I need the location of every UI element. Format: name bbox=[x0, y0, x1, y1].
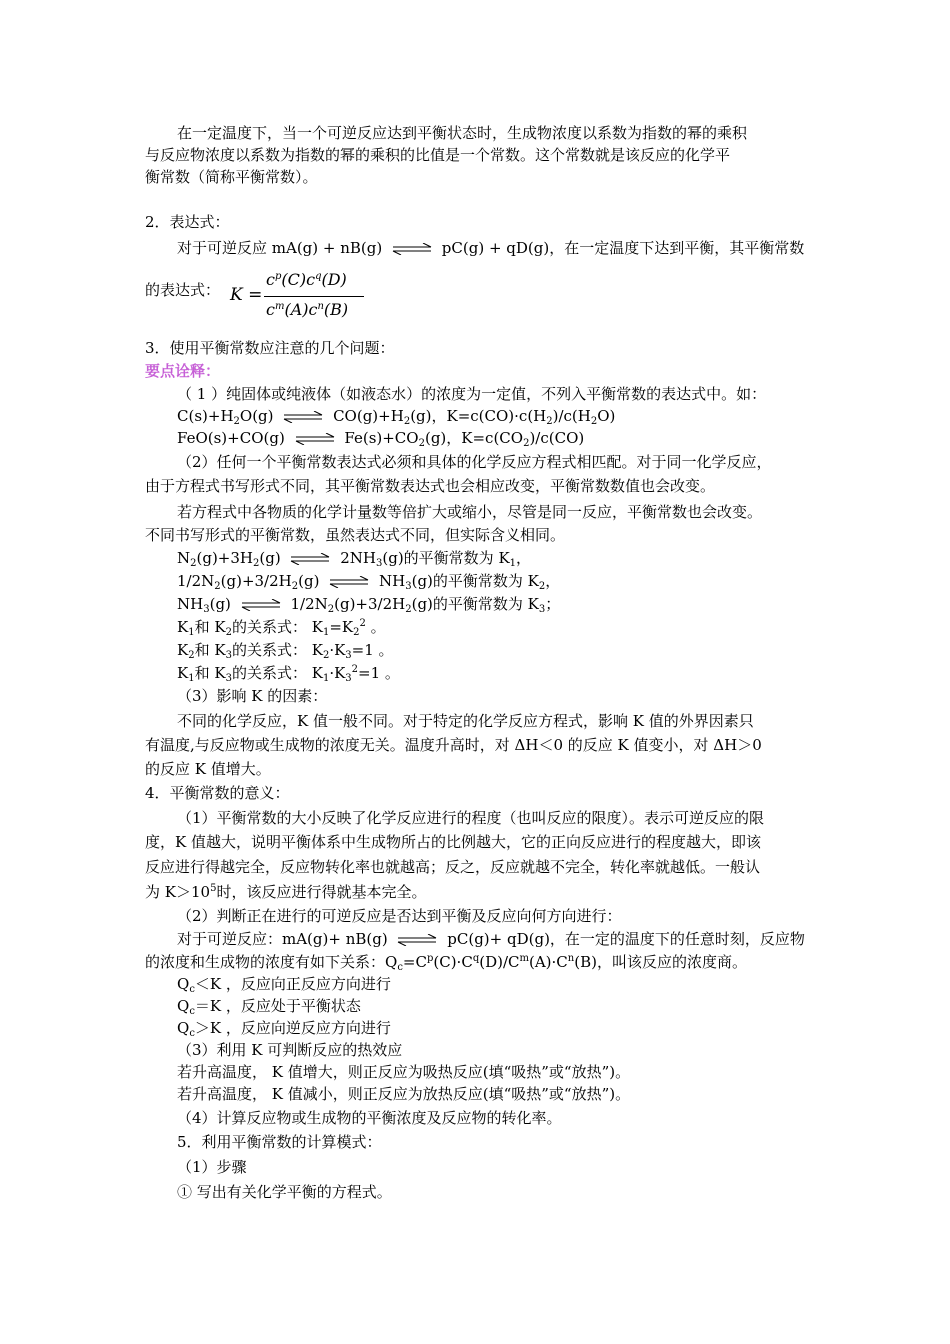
equilibrium-arrows-icon bbox=[389, 243, 435, 255]
s4-para-2: （2）判断正在进行的可逆反应是否达到平衡及反应向何方向进行： bbox=[177, 907, 622, 925]
s4-para-1-line-2: 度，K 值越大，说明平衡体系中生成物所占的比例越大，它的正向反应进行的程度越大，即该 bbox=[145, 833, 761, 851]
s3-para-5-line-3: 的反应 K 值增大。 bbox=[145, 760, 271, 778]
equilibrium-arrows-icon bbox=[280, 411, 326, 423]
relation-k2-k3: $K_2$和 $K_3$的关系式： $K_2\cdot K_3=1$ 。 bbox=[177, 641, 394, 661]
equilibrium-arrows-icon bbox=[394, 934, 440, 946]
qc-equals-k: $Q_c=K$ ，反应处于平衡状态 bbox=[177, 997, 361, 1017]
s5-para-1: （1）步骤 bbox=[177, 1158, 247, 1176]
s2-line-1: 对于可逆反应 mA(g) + nB(g) pC(g) + qD(g)，在一定温度下达到平衡，其平衡常数 bbox=[177, 239, 805, 257]
equilibrium-arrows-icon bbox=[326, 576, 372, 588]
s3-para-5-line-1: 不同的化学反应，K 值一般不同。对于特定的化学反应方程式，影响 K 值的外界因素只 bbox=[177, 712, 754, 730]
s3-para-3-line-1: 若方程式中各物质的化学计量数等倍扩大或缩小，尽管是同一反应，平衡常数也会改变。 bbox=[177, 503, 763, 521]
equilibrium-arrows-icon bbox=[287, 553, 333, 565]
intro-line-3: 衡常数（简称平衡常数）。 bbox=[145, 168, 318, 186]
formula-numerator: $c^p(C)c^q(D)$ bbox=[266, 270, 347, 289]
s4-para-1-line-1: （1）平衡常数的大小反映了化学反应进行的程度（也叫反应的限度）。表示可逆反应的限 bbox=[177, 809, 765, 827]
section-3-heading: 3．使用平衡常数应注意的几个问题： bbox=[145, 339, 395, 357]
equation-2: FeO(s)+CO(g) $Fe(s)+CO_2(g)$，$K=c(CO_2)/c(CO)$ bbox=[177, 429, 585, 449]
s4-para-8: （4）计算反应物或生成物的平衡浓度及反应物的转化率。 bbox=[177, 1109, 562, 1127]
key-points-label: 要点诠释： bbox=[145, 362, 221, 380]
equation-1: $C(s)+H_2O(g)$ $CO(g)+H_2(g)$，$K=c(CO)\cdot c(H_2)/c(H_2O)$ bbox=[177, 407, 616, 427]
s3-para-3-line-2: 不同书写形式的平衡常数，虽然表达式不同，但实际含义相同。 bbox=[145, 526, 566, 544]
s3-para-1: （ 1 ）纯固体或纯液体（如液态水）的浓度为一定值，不列入平衡常数的表达式中。如： bbox=[177, 385, 767, 403]
reaction-k1: $N_2(g)+3H_2(g)$ $2NH_3(g)$的平衡常数为 $K_1$， bbox=[177, 549, 532, 569]
equilibrium-constant-formula: K = $c^p(C)c^q(D)$ $c^m(A)c^n(B)$ bbox=[230, 268, 370, 324]
equilibrium-arrows-icon bbox=[238, 599, 284, 611]
relation-k1-k2: $K_1$和 $K_2$的关系式： $K_1=K_2^2$ 。 bbox=[177, 618, 386, 638]
s3-para-4: （3）影响 K 的因素： bbox=[177, 687, 328, 705]
intro-line-1: 在一定温度下，当一个可逆反应达到平衡状态时，生成物浓度以系数为指数的幂的乘积 bbox=[177, 124, 748, 142]
s3-para-2-line-2: 由于方程式书写形式不同，其平衡常数表达式也会相应改变，平衡常数数值也会改变。 bbox=[145, 477, 716, 495]
s4-para-5: （3）利用 K 可判断反应的热效应 bbox=[177, 1041, 403, 1059]
s5-para-2: ① 写出有关化学平衡的方程式。 bbox=[177, 1183, 392, 1201]
s4-para-3-line-1: 对于可逆反应：mA(g)+ nB(g) pC(g)+ qD(g)，在一定的温度下的任意时刻，反应物 bbox=[177, 930, 805, 948]
s2-line-2: 的表达式： bbox=[145, 281, 221, 299]
section-4-heading: 4．平衡常数的意义： bbox=[145, 784, 290, 802]
qc-less-than-k: $Q_c<K$ ，反应向正反应方向进行 bbox=[177, 975, 391, 995]
s3-para-2-line-1: （2）任何一个平衡常数表达式必须和具体的化学反应方程式相匹配。对于同一化学反应， bbox=[177, 453, 772, 471]
qc-greater-than-k: $Q_c>K$ ，反应向逆反应方向进行 bbox=[177, 1019, 391, 1039]
reaction-k2: $1/2N_2(g)+3/2H_2(g)$ $NH_3(g)$的平衡常数为 $K_2$， bbox=[177, 572, 561, 592]
s4-para-1-line-4: 为 $K>10^5$时，该反应进行得就基本完全。 bbox=[145, 883, 427, 901]
fraction-bar bbox=[264, 296, 364, 297]
equilibrium-arrows-icon bbox=[292, 433, 338, 445]
reaction-k3: $NH_3(g)$ $1/2N_2(g)+3/2H_2(g)$的平衡常数为 $K_3$； bbox=[177, 595, 561, 615]
s4-para-1-line-3: 反应进行得越完全，反应物转化率也就越高；反之，反应就越不完全，转化率就越低。一般认 bbox=[145, 858, 761, 876]
formula-denominator: $c^m(A)c^n(B)$ bbox=[266, 300, 349, 319]
relation-k1-k3: $K_1$和 $K_3$的关系式： $K_1\cdot K_3^2=1$ 。 bbox=[177, 664, 400, 684]
s3-para-5-line-2: 有温度,与反应物或生成物的浓度无关。温度升高时，对 ΔH＜0 的反应 K 值变小，对 ΔH＞0 bbox=[145, 736, 762, 754]
intro-line-2: 与反应物浓度以系数为指数的幂的乘积的比值是一个常数。这个常数就是该反应的化学平 bbox=[145, 146, 731, 164]
s4-para-3-line-2: 的浓度和生成物的浓度有如下关系：$Q_c=C^p(C)\cdot C^q(D)/C^m(A)\cdot C^n(B)$，叫该反应的浓度商。 bbox=[145, 953, 747, 973]
s4-para-6: 若升高温度， K 值增大，则正反应为吸热反应(填“吸热”或“放热”)。 bbox=[177, 1063, 631, 1081]
s4-para-7: 若升高温度， K 值减小，则正反应为放热反应(填“吸热”或“放热”)。 bbox=[177, 1085, 631, 1103]
section-5-heading: 5．利用平衡常数的计算模式： bbox=[177, 1133, 382, 1151]
section-2-heading: 2．表达式： bbox=[145, 213, 230, 231]
